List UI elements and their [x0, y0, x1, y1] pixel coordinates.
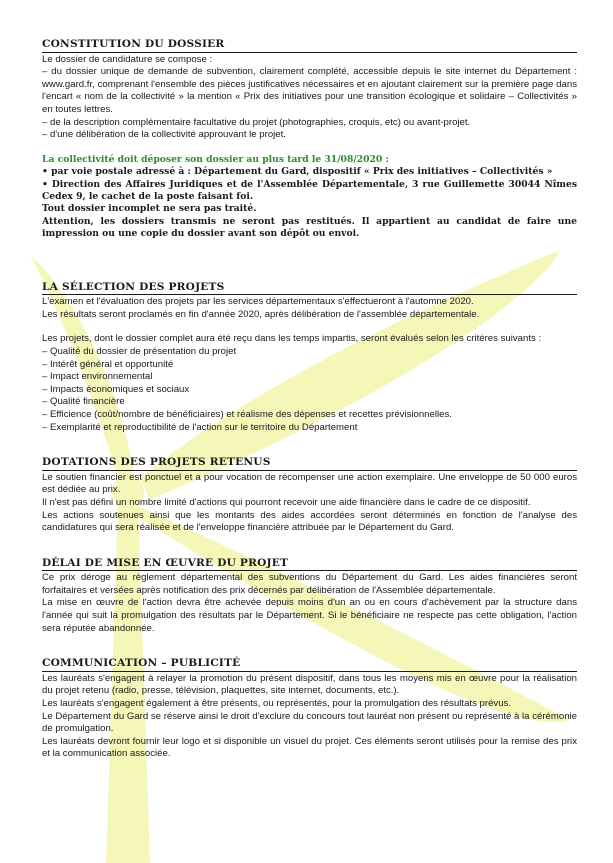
paragraph: – du dossier unique de demande de subvention, clairement complété, accessible depuis le site internet du Département : www.gard.fr, comprenant l'ensemble des pièces justificatives nécessaires et en ajoutant clairement sur la première page dans l'encart « nom de la collectivité » la mention « Prix des initiatives pour une transition écologique et solidaire – Collectivités » en toutes lettres.	[42, 66, 577, 115]
document-body	[42, 38, 577, 761]
paragraph: Les actions soutenues ainsi que les montants des aides accordées seront déterminés en fonction de l'analyse des candidatures qui sera réalisée et de l'enveloppe financière attribuée par le Département du Gard.	[42, 509, 577, 534]
paragraph: Il n'est pas défini un nombre limité d'actions qui pourront recevoir une aide financière dans le cadre de ce dispositif.	[42, 496, 531, 508]
list-item: – Exemplarité et reproductibilité de l'action sur le territoire du Département	[42, 421, 358, 433]
list-item: – Impacts économiques et sociaux	[42, 383, 190, 395]
paragraph: L'examen et l'évaluation des projets par les services départementaux s'effectueront à l'automne 2020.	[42, 296, 474, 308]
paragraph: Le dossier de candidature se compose :	[42, 53, 213, 65]
paragraph: Les projets, dont le dossier complet aura été reçu dans les temps impartis, seront évalués selon les critères suivants :	[42, 333, 542, 345]
list-item: – Qualité du dossier de présentation du projet	[42, 345, 237, 357]
section-title: LA SÉLECTION DES PROJETS	[42, 281, 577, 296]
section-title: DÉLAI DE MISE EN ŒUVRE DU PROJET	[42, 557, 577, 572]
paragraph: Le Département du Gard se réserve ainsi le droit d'exclure du concours tout lauréat non présent ou représenté à la cérémonie de promulgation.	[42, 710, 577, 735]
attention-notice: Attention, les dossiers transmis ne seront pas restitués. Il appartient au candidat de faire une impression ou une copie du dossier avant son dépôt ou envoi.	[42, 215, 577, 240]
section-communication	[42, 657, 577, 761]
paragraph: La mise en œuvre de l'action devra être achevée depuis moins d'un an ou en cours d'achèvement par la structure dans l'année qui suit la promulgation des résultats par le Département. Si le bénéficiaire ne respecte pas cette obligation, l'action sera réputée abandonnée.	[42, 597, 577, 634]
spacer	[42, 142, 577, 154]
spacer	[42, 321, 577, 333]
list-item: – Intérêt général et opportunité	[42, 358, 174, 370]
section-selection	[42, 281, 577, 435]
list-item: – Efficience (coût/nombre de bénéficiaires) et réalisme des dépenses et recettes prévisionnelles.	[42, 408, 452, 420]
paragraph: Les lauréats s'engagent également à être présents, ou représentés, pour la promulgation des résultats prévus.	[42, 698, 512, 710]
postal-address: • par voie postale adressé à : Département du Gard, dispositif « Prix des initiatives – Collectivités »	[42, 166, 553, 178]
paragraph: Les résultats seront proclamés en fin d'année 2020, après délibération de l'assemblée départementale.	[42, 308, 480, 320]
section-title: CONSTITUTION DU DOSSIER	[42, 38, 577, 53]
paragraph: Les lauréats devront fournir leur logo et si disponible un visuel du projet. Ces éléments seront utilisés pour la remise des prix et la communication associée.	[42, 735, 577, 760]
section-dotations	[42, 456, 577, 535]
list-item: – Qualité financière	[42, 396, 125, 408]
incomplete-notice: Tout dossier incomplet ne sera pas traité.	[42, 203, 257, 215]
section-delai	[42, 557, 577, 636]
paragraph: – d'une délibération de la collectivité approuvant le projet.	[42, 129, 286, 141]
paragraph: – de la description complémentaire facultative du projet (photographies, croquis, etc) ou avant-projet.	[42, 116, 471, 128]
section-title: DOTATIONS DES PROJETS RETENUS	[42, 456, 577, 471]
paragraph: Le soutien financier est ponctuel et a pour vocation de récompenser une action exemplaire. Une enveloppe de 50 000 euros est dédiée au prix.	[42, 471, 577, 496]
deadline-notice: La collectivité doit déposer son dossier au plus tard le 31/08/2020 :	[42, 153, 389, 165]
section-title: COMMUNICATION – PUBLICITÉ	[42, 657, 577, 672]
direction-address: • Direction des Affaires Juridiques et de l'Assemblée Départementale, 3 rue Guillemette 30044 Nîmes Cedex 9, le cachet de la poste faisant foi.	[42, 178, 577, 202]
list-item: – Impact environnemental	[42, 371, 153, 383]
section-constitution	[42, 38, 577, 241]
paragraph: Les lauréats s'engagent à relayer la promotion du présent dispositif, dans tous les moyens mis en œuvre pour la réalisation du projet retenu (radio, presse, télévision, plaquettes, site internet, documents, etc.).	[42, 672, 577, 697]
paragraph: Ce prix déroge au règlement départemental des subventions du Département du Gard. Les aides financières seront forfaitaires et versées après notification des prix décernés par délibération de l'Assemblée départementale.	[42, 572, 577, 596]
